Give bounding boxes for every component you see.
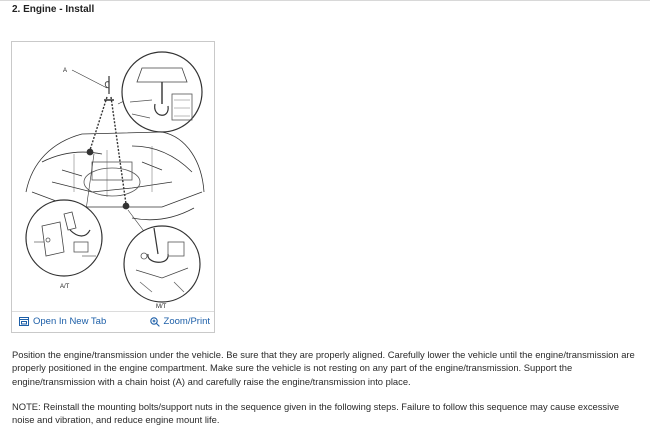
note-paragraph: NOTE: Reinstall the mounting bolts/support nuts in the sequence given in the following steps. Failure to follow this sequence may cause excessive noise and vibration, and reduce engine mount life.: [12, 401, 620, 426]
at-label: A/T: [60, 284, 70, 290]
figure-card: [11, 41, 215, 333]
new-tab-icon: [19, 317, 29, 326]
chain-hoist: [72, 70, 129, 209]
hoist-hook-detail: [118, 52, 202, 132]
magnifier-icon: [150, 317, 160, 327]
top-divider: [0, 0, 650, 1]
figure-toolbar: [12, 311, 214, 332]
callout-a-label: A: [63, 68, 68, 74]
at-mount-detail: [26, 154, 102, 276]
zoom-print-label: Zoom/Print: [163, 316, 210, 327]
open-in-new-tab-button[interactable]: [19, 316, 106, 327]
mt-mount-detail: [124, 210, 200, 302]
engine-hoist-diagram[interactable]: [12, 42, 214, 312]
mt-label: M/T: [156, 304, 167, 310]
instruction-paragraph: Position the engine/transmission under the vehicle. Be sure that they are properly aligned. Carefully lower the vehicle until the engine/transmission are properly positioned in the engine compartment. Make sure the vehicle is not resting on any part of the engine/transmission. Support the engine/transmission with a chain hoist (A) and carefully raise the engine/transmission into place.: [12, 349, 635, 387]
zoom-print-button[interactable]: [150, 316, 210, 327]
open-in-new-tab-label: Open In New Tab: [33, 316, 107, 327]
step-title: 2. Engine - Install: [12, 4, 95, 15]
